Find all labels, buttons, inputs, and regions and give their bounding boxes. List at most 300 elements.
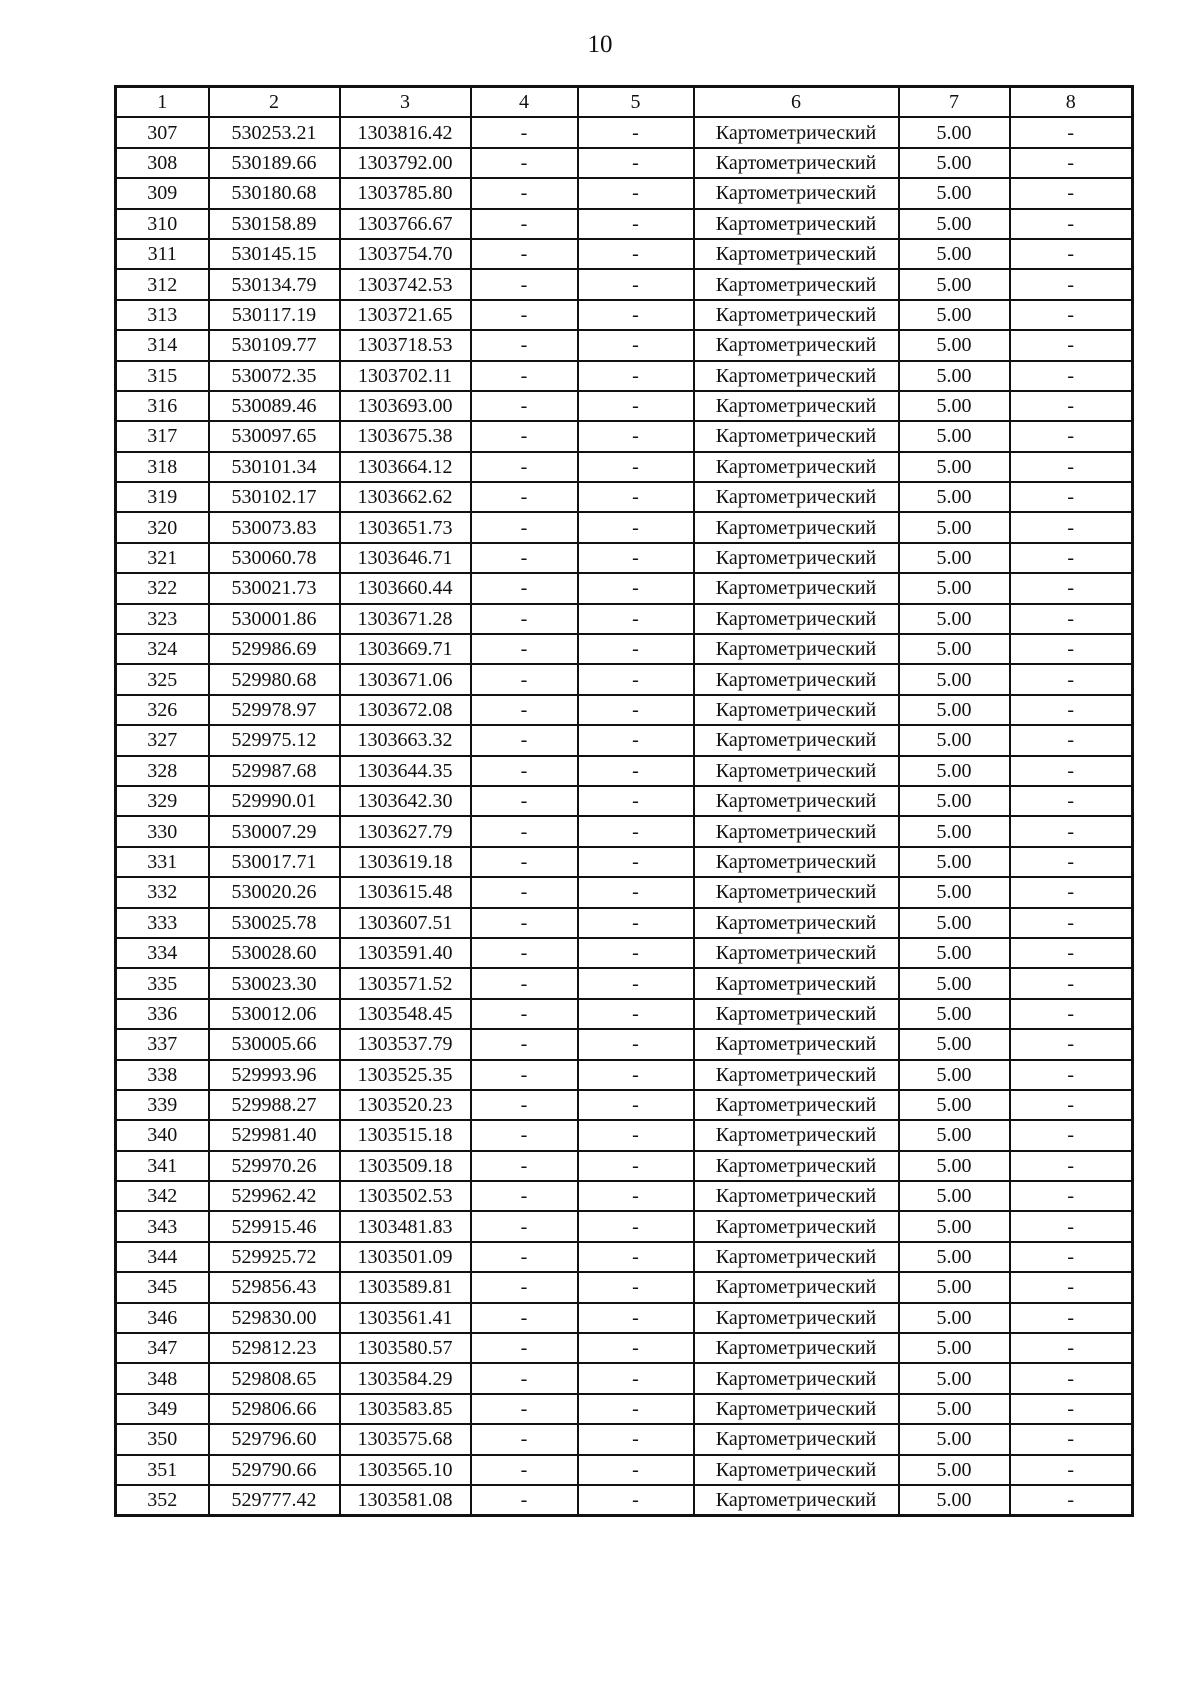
- table-row: [116, 117, 1133, 147]
- table-cell: 349: [116, 1394, 209, 1424]
- table-cell: 1303520.23: [340, 1090, 471, 1120]
- table-cell: -: [578, 847, 694, 877]
- table-cell: -: [1010, 1090, 1133, 1120]
- table-cell: -: [1010, 300, 1133, 330]
- table-row: [116, 269, 1133, 299]
- table-cell: -: [578, 1272, 694, 1302]
- table-cell: 5.00: [899, 1424, 1010, 1454]
- table-cell: 5.00: [899, 1090, 1010, 1120]
- table-cell: 1303816.42: [340, 117, 471, 147]
- table-cell: 530117.19: [209, 300, 340, 330]
- table-cell: -: [578, 1029, 694, 1059]
- table-cell: 314: [116, 330, 209, 360]
- table-row: [116, 1485, 1133, 1516]
- table-cell: 1303660.44: [340, 573, 471, 603]
- table-cell: -: [1010, 1363, 1133, 1393]
- table-cell: -: [1010, 1333, 1133, 1363]
- table-cell: 5.00: [899, 391, 1010, 421]
- table-row: [116, 452, 1133, 482]
- table-cell: -: [471, 725, 578, 755]
- table-cell: 343: [116, 1211, 209, 1241]
- table-cell: 529925.72: [209, 1242, 340, 1272]
- table-cell: 333: [116, 908, 209, 938]
- table-cell: -: [578, 725, 694, 755]
- table-cell: 529808.65: [209, 1363, 340, 1393]
- table-cell: -: [471, 391, 578, 421]
- table-cell: -: [471, 634, 578, 664]
- table-cell: 5.00: [899, 1151, 1010, 1181]
- table-cell: -: [471, 877, 578, 907]
- table-cell: 1303481.83: [340, 1211, 471, 1241]
- table-cell: 5.00: [899, 1181, 1010, 1211]
- table-cell: -: [1010, 938, 1133, 968]
- table-cell: -: [471, 1120, 578, 1150]
- table-row: [116, 1211, 1133, 1241]
- table-cell: -: [578, 1485, 694, 1516]
- table-row: [116, 1303, 1133, 1333]
- table-cell: -: [578, 604, 694, 634]
- table-cell: -: [1010, 695, 1133, 725]
- table-cell: 325: [116, 664, 209, 694]
- table-cell: -: [578, 1151, 694, 1181]
- table-cell: -: [578, 1424, 694, 1454]
- table-cell: -: [471, 1455, 578, 1485]
- table-cell: 1303509.18: [340, 1151, 471, 1181]
- table-cell: -: [471, 269, 578, 299]
- table-cell: Картометрический: [694, 1211, 899, 1241]
- table-cell: -: [471, 543, 578, 573]
- table-cell: -: [1010, 1394, 1133, 1424]
- column-header: 8: [1010, 87, 1133, 118]
- table-cell: -: [578, 1303, 694, 1333]
- table-cell: -: [578, 1455, 694, 1485]
- table-cell: -: [471, 664, 578, 694]
- table-cell: Картометрический: [694, 330, 899, 360]
- table-cell: 1303589.81: [340, 1272, 471, 1302]
- table-cell: -: [1010, 117, 1133, 147]
- table-row: [116, 543, 1133, 573]
- table-row: [116, 786, 1133, 816]
- table-cell: -: [578, 209, 694, 239]
- table-cell: 530005.66: [209, 1029, 340, 1059]
- table-cell: 1303663.32: [340, 725, 471, 755]
- table-cell: Картометрический: [694, 1242, 899, 1272]
- table-cell: -: [1010, 421, 1133, 451]
- table-cell: -: [578, 756, 694, 786]
- table-cell: Картометрический: [694, 421, 899, 451]
- table-cell: 530025.78: [209, 908, 340, 938]
- table-cell: 340: [116, 1120, 209, 1150]
- table-cell: 530102.17: [209, 482, 340, 512]
- table-cell: 309: [116, 178, 209, 208]
- table-cell: 311: [116, 239, 209, 269]
- table-row: [116, 1333, 1133, 1363]
- table-cell: Картометрический: [694, 877, 899, 907]
- table-cell: -: [471, 117, 578, 147]
- table-cell: 339: [116, 1090, 209, 1120]
- coordinates-table: [114, 85, 1134, 1517]
- table-cell: 5.00: [899, 695, 1010, 725]
- table-cell: 530097.65: [209, 421, 340, 451]
- table-cell: -: [471, 604, 578, 634]
- table-cell: 530072.35: [209, 361, 340, 391]
- table-cell: 529980.68: [209, 664, 340, 694]
- table-cell: Картометрический: [694, 452, 899, 482]
- table-cell: -: [578, 1211, 694, 1241]
- table-cell: -: [471, 1394, 578, 1424]
- table-row: [116, 604, 1133, 634]
- table-cell: 530158.89: [209, 209, 340, 239]
- table-cell: 336: [116, 999, 209, 1029]
- table-cell: 1303785.80: [340, 178, 471, 208]
- table-cell: 529986.69: [209, 634, 340, 664]
- table-cell: 5.00: [899, 816, 1010, 846]
- table-row: [116, 1120, 1133, 1150]
- table-cell: 529806.66: [209, 1394, 340, 1424]
- table-cell: 5.00: [899, 1333, 1010, 1363]
- table-cell: Картометрический: [694, 695, 899, 725]
- table-cell: 316: [116, 391, 209, 421]
- table-cell: 5.00: [899, 847, 1010, 877]
- table-cell: 1303591.40: [340, 938, 471, 968]
- table-cell: -: [578, 421, 694, 451]
- table-cell: -: [578, 1242, 694, 1272]
- table-cell: -: [471, 1181, 578, 1211]
- table-cell: 1303702.11: [340, 361, 471, 391]
- table-cell: -: [1010, 452, 1133, 482]
- table-cell: 530089.46: [209, 391, 340, 421]
- table-cell: 1303548.45: [340, 999, 471, 1029]
- table-cell: -: [1010, 1151, 1133, 1181]
- table-cell: 1303718.53: [340, 330, 471, 360]
- table-cell: 5.00: [899, 664, 1010, 694]
- table-row: [116, 1424, 1133, 1454]
- table-row: [116, 847, 1133, 877]
- table-cell: 328: [116, 756, 209, 786]
- column-header: 2: [209, 87, 340, 118]
- table-row: [116, 239, 1133, 269]
- table-cell: -: [471, 1211, 578, 1241]
- table-cell: -: [471, 330, 578, 360]
- table-cell: -: [471, 178, 578, 208]
- table-cell: -: [578, 482, 694, 512]
- table-row: [116, 512, 1133, 542]
- table-cell: -: [578, 695, 694, 725]
- table-cell: -: [1010, 1211, 1133, 1241]
- table-cell: Картометрический: [694, 1424, 899, 1454]
- table-cell: 1303721.65: [340, 300, 471, 330]
- table-row: [116, 1394, 1133, 1424]
- table-cell: 330: [116, 816, 209, 846]
- table-cell: Картометрический: [694, 391, 899, 421]
- header-row: [116, 87, 1133, 118]
- table-cell: 320: [116, 512, 209, 542]
- table-cell: 351: [116, 1455, 209, 1485]
- table-cell: 1303742.53: [340, 269, 471, 299]
- table-cell: 5.00: [899, 604, 1010, 634]
- table-cell: -: [471, 300, 578, 330]
- table-cell: 1303669.71: [340, 634, 471, 664]
- table-cell: 346: [116, 1303, 209, 1333]
- table-cell: Картометрический: [694, 634, 899, 664]
- table-cell: Картометрический: [694, 300, 899, 330]
- table-cell: Картометрический: [694, 938, 899, 968]
- table-cell: 5.00: [899, 999, 1010, 1029]
- table-cell: 1303766.67: [340, 209, 471, 239]
- table-cell: 1303575.68: [340, 1424, 471, 1454]
- table-cell: -: [1010, 999, 1133, 1029]
- table-cell: -: [1010, 1272, 1133, 1302]
- table-cell: -: [471, 209, 578, 239]
- table-cell: 5.00: [899, 117, 1010, 147]
- table-row: [116, 999, 1133, 1029]
- table-cell: -: [578, 1090, 694, 1120]
- table-cell: -: [578, 148, 694, 178]
- table-cell: Картометрический: [694, 1272, 899, 1302]
- table-cell: -: [471, 1060, 578, 1090]
- table-row: [116, 968, 1133, 998]
- table-cell: 1303672.08: [340, 695, 471, 725]
- table-cell: 530189.66: [209, 148, 340, 178]
- table-header: [116, 87, 1133, 118]
- table-cell: Картометрический: [694, 178, 899, 208]
- table-cell: 1303502.53: [340, 1181, 471, 1211]
- table-cell: -: [1010, 1029, 1133, 1059]
- page-number: 10: [587, 31, 613, 58]
- table-cell: 308: [116, 148, 209, 178]
- table-cell: 529812.23: [209, 1333, 340, 1363]
- table-cell: 5.00: [899, 1485, 1010, 1516]
- column-header: 7: [899, 87, 1010, 118]
- table-cell: -: [1010, 968, 1133, 998]
- table-cell: 5.00: [899, 512, 1010, 542]
- column-header: 3: [340, 87, 471, 118]
- table-cell: -: [578, 361, 694, 391]
- table-cell: 347: [116, 1333, 209, 1363]
- table-cell: 1303671.06: [340, 664, 471, 694]
- table-row: [116, 1060, 1133, 1090]
- table-cell: 5.00: [899, 1363, 1010, 1393]
- table-cell: -: [471, 361, 578, 391]
- table-cell: 1303565.10: [340, 1455, 471, 1485]
- table-row: [116, 209, 1133, 239]
- table-cell: 324: [116, 634, 209, 664]
- table-cell: 5.00: [899, 1060, 1010, 1090]
- table-cell: -: [578, 968, 694, 998]
- table-cell: 1303581.08: [340, 1485, 471, 1516]
- table-cell: 1303525.35: [340, 1060, 471, 1090]
- table-cell: Картометрический: [694, 1363, 899, 1393]
- table-cell: -: [1010, 1303, 1133, 1333]
- table-cell: Картометрический: [694, 1303, 899, 1333]
- table-row: [116, 1242, 1133, 1272]
- table-cell: 5.00: [899, 1120, 1010, 1150]
- table-cell: Картометрический: [694, 847, 899, 877]
- table-cell: -: [578, 1181, 694, 1211]
- table-cell: 5.00: [899, 968, 1010, 998]
- table-row: [116, 573, 1133, 603]
- table-cell: -: [578, 269, 694, 299]
- table-cell: 319: [116, 482, 209, 512]
- table-cell: -: [471, 452, 578, 482]
- table-cell: -: [1010, 847, 1133, 877]
- table-cell: 1303664.12: [340, 452, 471, 482]
- table-cell: -: [471, 816, 578, 846]
- table-cell: 529975.12: [209, 725, 340, 755]
- table-cell: 352: [116, 1485, 209, 1516]
- table-cell: 338: [116, 1060, 209, 1090]
- table-cell: 5.00: [899, 239, 1010, 269]
- table-cell: 1303561.41: [340, 1303, 471, 1333]
- table-row: [116, 816, 1133, 846]
- table-body: [116, 117, 1133, 1515]
- table-cell: 529777.42: [209, 1485, 340, 1516]
- table-cell: 5.00: [899, 1211, 1010, 1241]
- table-cell: -: [1010, 1485, 1133, 1516]
- table-cell: 5.00: [899, 482, 1010, 512]
- table-cell: -: [471, 239, 578, 269]
- table-cell: -: [1010, 178, 1133, 208]
- table-cell: -: [1010, 391, 1133, 421]
- table-cell: -: [578, 1333, 694, 1363]
- table-cell: Картометрический: [694, 968, 899, 998]
- table-cell: 5.00: [899, 1272, 1010, 1302]
- table-cell: 5.00: [899, 1303, 1010, 1333]
- table-cell: -: [578, 512, 694, 542]
- table-cell: -: [1010, 1455, 1133, 1485]
- table-cell: -: [1010, 239, 1133, 269]
- table-cell: -: [1010, 148, 1133, 178]
- table-row: [116, 1272, 1133, 1302]
- table-cell: 341: [116, 1151, 209, 1181]
- table-row: [116, 725, 1133, 755]
- table-cell: 310: [116, 209, 209, 239]
- table-cell: Картометрический: [694, 1485, 899, 1516]
- table-cell: 1303537.79: [340, 1029, 471, 1059]
- table-cell: 5.00: [899, 330, 1010, 360]
- table-cell: 1303642.30: [340, 786, 471, 816]
- table-cell: -: [471, 756, 578, 786]
- table-cell: 530060.78: [209, 543, 340, 573]
- table-cell: -: [471, 1242, 578, 1272]
- table-cell: 529790.66: [209, 1455, 340, 1485]
- table-cell: Картометрический: [694, 664, 899, 694]
- table-cell: -: [471, 786, 578, 816]
- table-cell: 1303607.51: [340, 908, 471, 938]
- table-cell: -: [471, 512, 578, 542]
- table-cell: 350: [116, 1424, 209, 1454]
- table-cell: 318: [116, 452, 209, 482]
- table-cell: 1303651.73: [340, 512, 471, 542]
- table-cell: Картометрический: [694, 543, 899, 573]
- table-cell: 530180.68: [209, 178, 340, 208]
- table-cell: 344: [116, 1242, 209, 1272]
- table-cell: -: [471, 1333, 578, 1363]
- table-cell: 1303584.29: [340, 1363, 471, 1393]
- table-cell: 5.00: [899, 938, 1010, 968]
- table-cell: 5.00: [899, 148, 1010, 178]
- table-cell: 529978.97: [209, 695, 340, 725]
- table-row: [116, 908, 1133, 938]
- table-row: [116, 330, 1133, 360]
- table-cell: 337: [116, 1029, 209, 1059]
- table-cell: 529993.96: [209, 1060, 340, 1090]
- table-cell: -: [578, 786, 694, 816]
- table-cell: Картометрический: [694, 239, 899, 269]
- table-row: [116, 634, 1133, 664]
- table-cell: 315: [116, 361, 209, 391]
- table-cell: Картометрический: [694, 1455, 899, 1485]
- table-cell: 335: [116, 968, 209, 998]
- column-header: 4: [471, 87, 578, 118]
- table-cell: -: [1010, 1120, 1133, 1150]
- table-cell: 322: [116, 573, 209, 603]
- table-cell: -: [471, 1363, 578, 1393]
- table-cell: 1303693.00: [340, 391, 471, 421]
- table-cell: 321: [116, 543, 209, 573]
- table-cell: -: [1010, 908, 1133, 938]
- table-cell: 327: [116, 725, 209, 755]
- table-cell: Картометрический: [694, 1181, 899, 1211]
- table-cell: -: [471, 1424, 578, 1454]
- table-cell: -: [471, 1303, 578, 1333]
- table-cell: 5.00: [899, 725, 1010, 755]
- table-cell: 313: [116, 300, 209, 330]
- table-cell: Картометрический: [694, 999, 899, 1029]
- table-cell: 530012.06: [209, 999, 340, 1029]
- table-cell: -: [1010, 1181, 1133, 1211]
- table-cell: 342: [116, 1181, 209, 1211]
- table-row: [116, 178, 1133, 208]
- table-row: [116, 1363, 1133, 1393]
- table-cell: 1303583.85: [340, 1394, 471, 1424]
- table-row: [116, 482, 1133, 512]
- table-cell: 334: [116, 938, 209, 968]
- table-cell: 530017.71: [209, 847, 340, 877]
- table-cell: 323: [116, 604, 209, 634]
- table-cell: -: [578, 391, 694, 421]
- table-cell: 530253.21: [209, 117, 340, 147]
- table-cell: -: [1010, 756, 1133, 786]
- table-cell: 530073.83: [209, 512, 340, 542]
- table-cell: -: [471, 999, 578, 1029]
- table-cell: -: [471, 1029, 578, 1059]
- table-cell: 5.00: [899, 756, 1010, 786]
- table-cell: 332: [116, 877, 209, 907]
- table-cell: 1303646.71: [340, 543, 471, 573]
- table-row: [116, 1151, 1133, 1181]
- table-cell: 329: [116, 786, 209, 816]
- table-cell: 326: [116, 695, 209, 725]
- table-cell: Картометрический: [694, 725, 899, 755]
- table-cell: 307: [116, 117, 209, 147]
- table-cell: 529990.01: [209, 786, 340, 816]
- table-cell: Картометрический: [694, 573, 899, 603]
- table-cell: 530021.73: [209, 573, 340, 603]
- table-cell: -: [471, 148, 578, 178]
- table-cell: 529796.60: [209, 1424, 340, 1454]
- table-cell: 5.00: [899, 178, 1010, 208]
- table-cell: -: [1010, 482, 1133, 512]
- table-cell: 530020.26: [209, 877, 340, 907]
- table-cell: -: [578, 664, 694, 694]
- table-cell: -: [1010, 634, 1133, 664]
- table-row: [116, 361, 1133, 391]
- table-cell: 1303662.62: [340, 482, 471, 512]
- table-cell: -: [1010, 1060, 1133, 1090]
- table-cell: -: [1010, 573, 1133, 603]
- table-cell: 530007.29: [209, 816, 340, 846]
